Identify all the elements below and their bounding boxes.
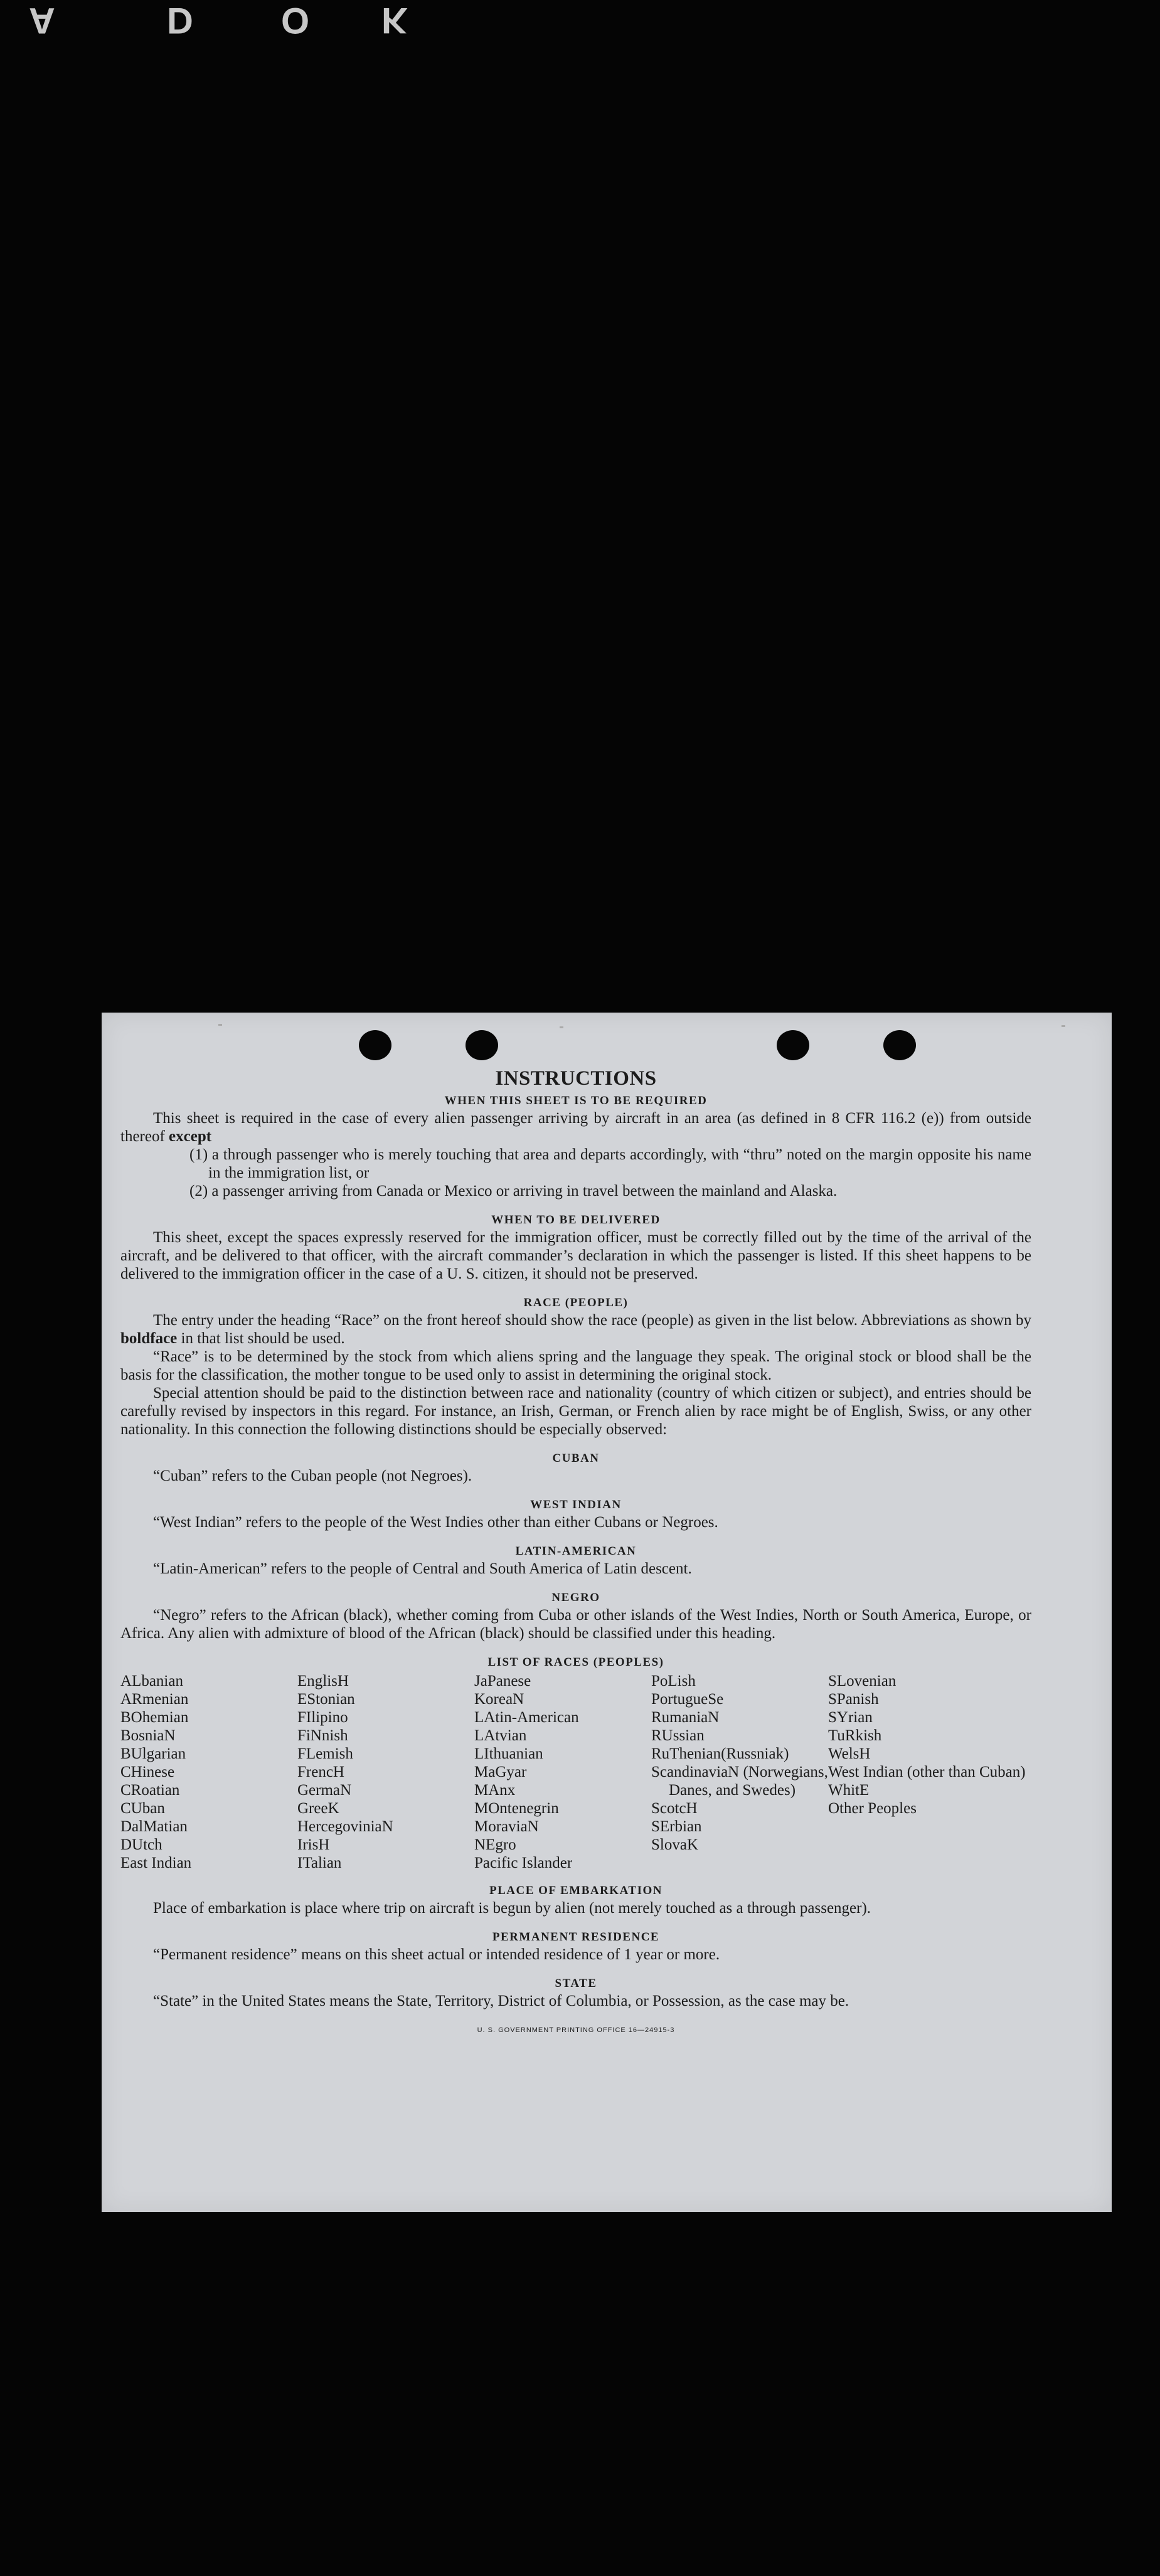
sections-after-races bbox=[120, 1882, 1031, 2010]
race-entry: GermaN bbox=[297, 1782, 352, 1799]
section-permanent-residence bbox=[120, 1929, 1031, 1964]
race-entry: EnglisH bbox=[297, 1673, 349, 1690]
races-column bbox=[651, 1672, 828, 1872]
section-heading: WHEN TO BE DELIVERED bbox=[491, 1213, 661, 1227]
race-entry: ARmenian bbox=[120, 1691, 189, 1708]
race-entry: SErbian bbox=[651, 1818, 702, 1835]
race-entry: ScandinaviaN (Norwegians, Danes, and Swedes) bbox=[651, 1764, 828, 1799]
instructions-body bbox=[120, 1067, 1031, 2040]
film-mark: K bbox=[381, 0, 408, 41]
section-heading: CUBAN bbox=[552, 1452, 600, 1465]
race-entry: DalMatian bbox=[120, 1818, 188, 1835]
sections-before-races bbox=[120, 1092, 1031, 1642]
section-paragraph: “West Indian” refers to the people of the West Indies other than either Cubans or Negroes. bbox=[153, 1514, 718, 1531]
section-paragraph: “Permanent residence” means on this sheet actual or intended residence of 1 year or more. bbox=[153, 1946, 720, 1963]
race-entry: KoreaN bbox=[474, 1691, 524, 1708]
section-negro bbox=[120, 1589, 1031, 1642]
section-cuban bbox=[120, 1450, 1031, 1485]
races-column bbox=[828, 1672, 1029, 1872]
section-paragraph: “Cuban” refers to the Cuban people (not Negroes). bbox=[153, 1467, 472, 1484]
race-entry: LAtvian bbox=[474, 1727, 527, 1744]
race-entry: EStonian bbox=[297, 1691, 355, 1708]
punch-hole bbox=[359, 1030, 391, 1060]
race-entry: LIthuanian bbox=[474, 1745, 543, 1762]
race-entry: FrencH bbox=[297, 1764, 344, 1780]
section-heading: PERMANENT RESIDENCE bbox=[492, 1930, 660, 1944]
race-entry: Other Peoples bbox=[828, 1800, 917, 1817]
race-entry: IrisH bbox=[297, 1836, 330, 1853]
race-entry: CRoatian bbox=[120, 1782, 180, 1799]
race-entry: ITalian bbox=[297, 1855, 342, 1871]
race-entry: RUssian bbox=[651, 1727, 705, 1744]
race-entry: ScotcH bbox=[651, 1800, 698, 1817]
section-when-this-sheet-is-to-be-required bbox=[120, 1092, 1031, 1200]
race-entry: BUlgarian bbox=[120, 1745, 186, 1762]
section-heading: STATE bbox=[555, 1977, 597, 1990]
film-edge-markings bbox=[25, 1, 427, 39]
race-entry: TuRkish bbox=[828, 1727, 882, 1744]
race-entry: FiNnish bbox=[297, 1727, 348, 1744]
race-entry: BOhemian bbox=[120, 1709, 189, 1726]
races-column bbox=[120, 1672, 297, 1872]
race-entry: CUban bbox=[120, 1800, 165, 1817]
printing-office-footer: U. S. GOVERNMENT PRINTING OFFICE 16—24915-3 bbox=[477, 2026, 675, 2034]
punch-hole bbox=[777, 1030, 809, 1060]
races-column bbox=[474, 1672, 651, 1872]
race-entry: RuThenian(Russniak) bbox=[651, 1745, 789, 1762]
section-heading: LATIN-AMERICAN bbox=[515, 1545, 637, 1558]
race-entry: PoLish bbox=[651, 1673, 696, 1690]
race-entry: WelsH bbox=[828, 1745, 871, 1762]
race-entry: CHinese bbox=[120, 1764, 175, 1780]
section-paragraph: This sheet, except the spaces expressly reserved for the immigration officer, must be correctly filled out by the time of the arrival of the aircraft, and be delivered to that officer, with the aircraft commander’s declaration in which the passenger is listed. If this sheet happens to be delivered to the immigration officer in the case of a U. S. citizen, it should not be preserved. bbox=[120, 1229, 1031, 1282]
film-mark: O bbox=[281, 0, 310, 41]
punch-hole bbox=[883, 1030, 916, 1060]
race-entry: FIlipino bbox=[297, 1709, 348, 1726]
race-entry: ALbanian bbox=[120, 1673, 183, 1690]
race-entry: NEgro bbox=[474, 1836, 516, 1853]
exception-item: (1) a through passenger who is merely touching that area and departs accordingly, with “thru” noted on the margin opposite his name in the immigration list, or bbox=[189, 1146, 1031, 1181]
document-title: INSTRUCTIONS bbox=[495, 1067, 657, 1090]
races-column bbox=[297, 1672, 474, 1872]
section-heading: WHEN THIS SHEET IS TO BE REQUIRED bbox=[444, 1094, 708, 1107]
races-list bbox=[120, 1672, 1031, 1872]
section-heading: PLACE OF EMBARKATION bbox=[489, 1884, 662, 1897]
section-paragraph: This sheet is required in the case of every alien passenger arriving by aircraft in an area (as defined in 8 CFR 116.2 (e)) from outside thereof except bbox=[120, 1110, 1031, 1145]
race-entry: BosniaN bbox=[120, 1727, 176, 1744]
section-heading: WEST INDIAN bbox=[530, 1498, 622, 1511]
document-sheet bbox=[102, 1013, 1112, 2212]
section-paragraph: “Race” is to be determined by the stock from which aliens spring and the language they speak. The original stock or blood shall be the basis for the classification, the mother tongue to be used only to assist in determining the original stock. bbox=[120, 1348, 1031, 1383]
race-entry: GreeK bbox=[297, 1800, 339, 1817]
film-mark: D bbox=[167, 0, 193, 41]
race-entry: WhitE bbox=[828, 1782, 870, 1799]
race-entry: SlovaK bbox=[651, 1836, 698, 1853]
race-entry: MaGyar bbox=[474, 1764, 527, 1780]
section-place-of-embarkation bbox=[120, 1882, 1031, 1917]
punch-hole bbox=[466, 1030, 498, 1060]
race-entry: West Indian (other than Cuban) bbox=[828, 1764, 1026, 1780]
race-entry: JaPanese bbox=[474, 1673, 531, 1690]
race-entry: LAtin-American bbox=[474, 1709, 579, 1726]
section-heading: NEGRO bbox=[551, 1591, 600, 1604]
race-entry: MOntenegrin bbox=[474, 1800, 559, 1817]
race-entry: SYrian bbox=[828, 1709, 873, 1726]
race-entry: FLemish bbox=[297, 1745, 353, 1762]
speck bbox=[218, 1024, 222, 1026]
section-paragraph: “State” in the United States means the State, Territory, District of Columbia, or Possession, as the case may be. bbox=[153, 1993, 849, 2009]
race-entry: Pacific Islander bbox=[474, 1855, 573, 1871]
races-heading: LIST OF RACES (PEOPLES) bbox=[487, 1656, 664, 1669]
speck bbox=[1062, 1025, 1065, 1027]
section-paragraph: Special attention should be paid to the distinction between race and nationality (country of which citizen or subject), and entries should be carefully revised by inspectors in this regard. For instance, an Irish, German, or French alien by race might be of English, Swiss, or any other nationality. In this connection the following distinctions should be especially observed: bbox=[120, 1385, 1031, 1438]
race-entry: East Indian bbox=[120, 1855, 192, 1871]
race-entry: RumaniaN bbox=[651, 1709, 720, 1726]
section-paragraph: “Negro” refers to the African (black), whether coming from Cuba or other islands of the West Indies, North or South America, Europe, or Africa. Any alien with admixture of blood of the African (black) should be classified under this heading. bbox=[120, 1607, 1031, 1642]
film-mark: A bbox=[29, 0, 55, 41]
race-entry: MAnx bbox=[474, 1782, 516, 1799]
section-paragraph: The entry under the heading “Race” on the front hereof should show the race (people) as given in the list below. Abbreviations as shown by boldface in that list should be used. bbox=[120, 1312, 1031, 1347]
speck bbox=[560, 1026, 563, 1028]
section-west-indian bbox=[120, 1496, 1031, 1531]
section-paragraph: Place of embarkation is place where trip on aircraft is begun by alien (not merely touched as a through passenger). bbox=[153, 1900, 871, 1917]
section-paragraph: “Latin-American” refers to the people of Central and South America of Latin descent. bbox=[153, 1560, 692, 1577]
race-entry: MoraviaN bbox=[474, 1818, 539, 1835]
section-heading: RACE (PEOPLE) bbox=[523, 1296, 629, 1309]
race-entry: SLovenian bbox=[828, 1673, 897, 1690]
section-race-people bbox=[120, 1294, 1031, 1439]
race-entry: DUtch bbox=[120, 1836, 162, 1853]
section-latin-american bbox=[120, 1543, 1031, 1578]
section-when-to-be-delivered bbox=[120, 1211, 1031, 1283]
exception-item: (2) a passenger arriving from Canada or Mexico or arriving in travel between the mainland and Alaska. bbox=[189, 1183, 838, 1200]
race-entry: SPanish bbox=[828, 1691, 879, 1708]
race-entry: HercegoviniaN bbox=[297, 1818, 393, 1835]
race-entry: PortugueSe bbox=[651, 1691, 724, 1708]
section-state bbox=[120, 1975, 1031, 2010]
